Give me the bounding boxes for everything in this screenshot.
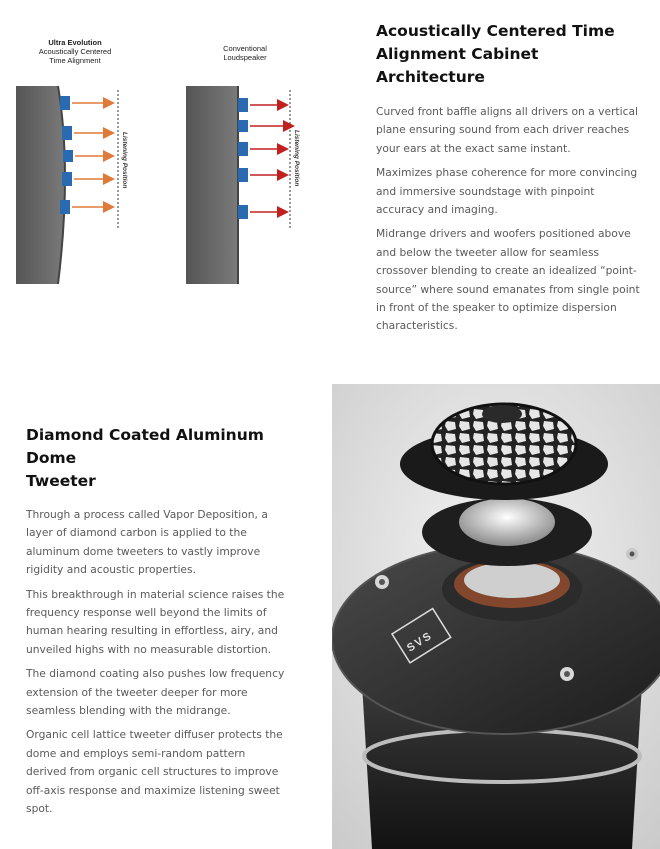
section1-paragraph: Midrange drivers and woofers positioned above and below the tweeter allow for seamless crossover blending to create an idealized “point-source” where sound emanates from single point in front of the speaker to optimize dispersion characteristics. <box>376 227 640 333</box>
svs-logo: SVS <box>404 629 436 655</box>
listening-position-label-right: Listening Position <box>293 130 300 187</box>
section2-heading-line2: Tweeter <box>26 472 96 490</box>
section1-paragraph: Maximizes phase coherence for more convincing and immersive soundstage with pinpoint accuracy and imaging. <box>376 166 638 217</box>
tweeter-illustration <box>332 384 660 849</box>
left-diagram-title: Ultra Evolution <box>48 38 102 47</box>
flat-cabinet <box>186 86 238 284</box>
tweeter-product-photo <box>332 384 660 849</box>
cabinet-diagram-svg <box>0 0 340 300</box>
curved-cabinet <box>16 86 65 284</box>
section2-paragraph: Through a process called Vapor Deposition, a layer of diamond carbon is applied to the aluminum dome tweeters to vastly improve rigidity and acoustic properties. <box>26 508 268 577</box>
section2-paragraph: This breakthrough in material science raises the frequency response well beyond the limits of human hearing resulting in effortless, airy, and unveiled highs with no measurable distortion. <box>26 587 285 656</box>
section1-paragraph: Curved front baffle aligns all drivers on a vertical plane ensuring sound from each driver reaches your ears at the exact same instant. <box>376 105 638 155</box>
left-drivers <box>60 96 112 214</box>
section1-heading <box>376 20 646 89</box>
section1-heading-line2: Alignment Cabinet Architecture <box>376 45 539 86</box>
section2-heading-line1: Diamond Coated Aluminum Dome <box>26 426 264 467</box>
left-diagram-subtitle-2: Time Alignment <box>49 56 101 65</box>
section2-paragraph: Organic cell lattice tweeter diffuser protects the dome and employs semi-random pattern derived from organic cell structures to improve off-axis response and maximize listening sweet spot. <box>26 728 283 816</box>
cabinet-architecture-section <box>376 20 646 342</box>
listening-position-label-left: Listening Position <box>121 132 128 189</box>
section2-paragraph: The diamond coating also pushes low frequency extension of the tweeter deeper for more seamless blending with the midrange. <box>26 667 285 718</box>
section1-heading-line1: Acoustically Centered Time <box>376 22 615 40</box>
right-diagram-title-1: Conventional <box>223 44 267 53</box>
alignment-diagram <box>0 0 340 300</box>
section2-heading <box>26 424 288 493</box>
diamond-tweeter-section <box>26 424 288 825</box>
right-diagram-title-2: Loudspeaker <box>223 53 267 62</box>
left-diagram-subtitle-1: Acoustically Centered <box>38 47 112 56</box>
right-drivers <box>238 98 292 219</box>
